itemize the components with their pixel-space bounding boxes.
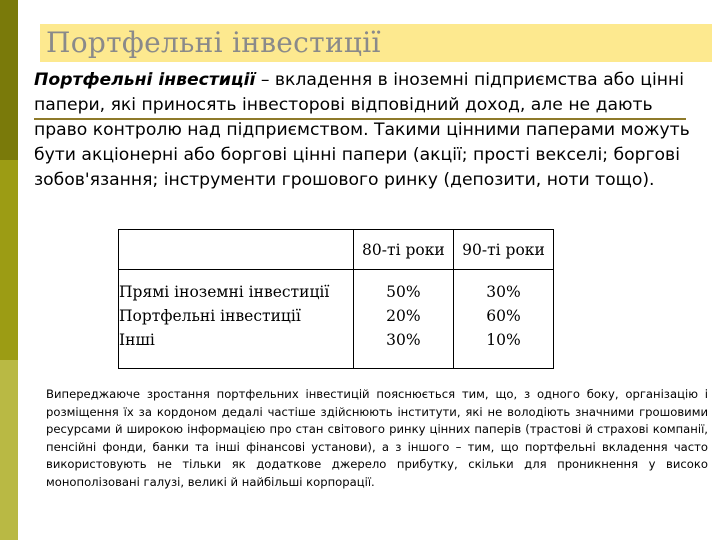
decorative-underline bbox=[34, 118, 686, 120]
side-accent-segment-middle bbox=[0, 160, 18, 360]
value-other-80s: 30% bbox=[386, 331, 421, 349]
row-label-portfolio: Портфельні інвестиції bbox=[119, 307, 301, 325]
investment-share-table bbox=[118, 229, 554, 369]
row-label-direct: Прямі іноземні інвестиції bbox=[119, 283, 330, 301]
side-accent-segment-top bbox=[0, 0, 18, 160]
table-header-90s: 90-ті роки bbox=[453, 230, 553, 270]
table-body-row bbox=[119, 270, 554, 369]
table-header-blank bbox=[119, 230, 354, 270]
value-portfolio-80s: 20% bbox=[386, 307, 421, 325]
table-values-80s bbox=[353, 270, 453, 369]
value-direct-80s: 50% bbox=[386, 283, 421, 301]
value-other-90s: 10% bbox=[486, 331, 521, 349]
definition-term: Портфельні інвестиції bbox=[34, 70, 256, 90]
table-values-90s bbox=[453, 270, 553, 369]
table-header-row bbox=[119, 230, 554, 270]
table-header-80s: 80-ті роки bbox=[353, 230, 453, 270]
value-direct-90s: 30% bbox=[486, 283, 521, 301]
slide-title: Портфельні інвестиції bbox=[46, 26, 381, 59]
row-label-other: Інші bbox=[119, 331, 155, 349]
definition-body: – вкладення в іноземні підприємства або цінні папери, які приносять інвесторові відповідний доход, але не дають право контролю над підприємством. Такими цінними паперами можуть бути акціонерні або боргові цінні папери (акції; прості векселі; боргові зобов'язання; інструменти грошового ринку (депозити, ноти тощо). bbox=[34, 70, 690, 190]
side-accent-segment-bottom bbox=[0, 360, 18, 540]
side-accent-bar bbox=[0, 0, 18, 540]
table-row-labels bbox=[119, 270, 354, 369]
value-portfolio-90s: 60% bbox=[486, 307, 521, 325]
summary-paragraph: Випереджаюче зростання портфельних інвестицій пояснюється тим, що, з одного боку, організацію і розміщення їх за кордоном дедалі частіше здійснюють інститути, які не володіють значними грошовими ресурсами й широкою інформацією про стан світового ринку цінних паперів (трастові й страхові компанії, пенсійні фонди, банки та інші фінансові установи), а з іншого – тим, що портфельні вкладення часто використовують не тільки як додаткове джерело прибутку, скільки для проникнення у високо монополізовані галузі, великі й найбільші корпорації. bbox=[46, 387, 708, 489]
definition-paragraph bbox=[34, 68, 704, 193]
